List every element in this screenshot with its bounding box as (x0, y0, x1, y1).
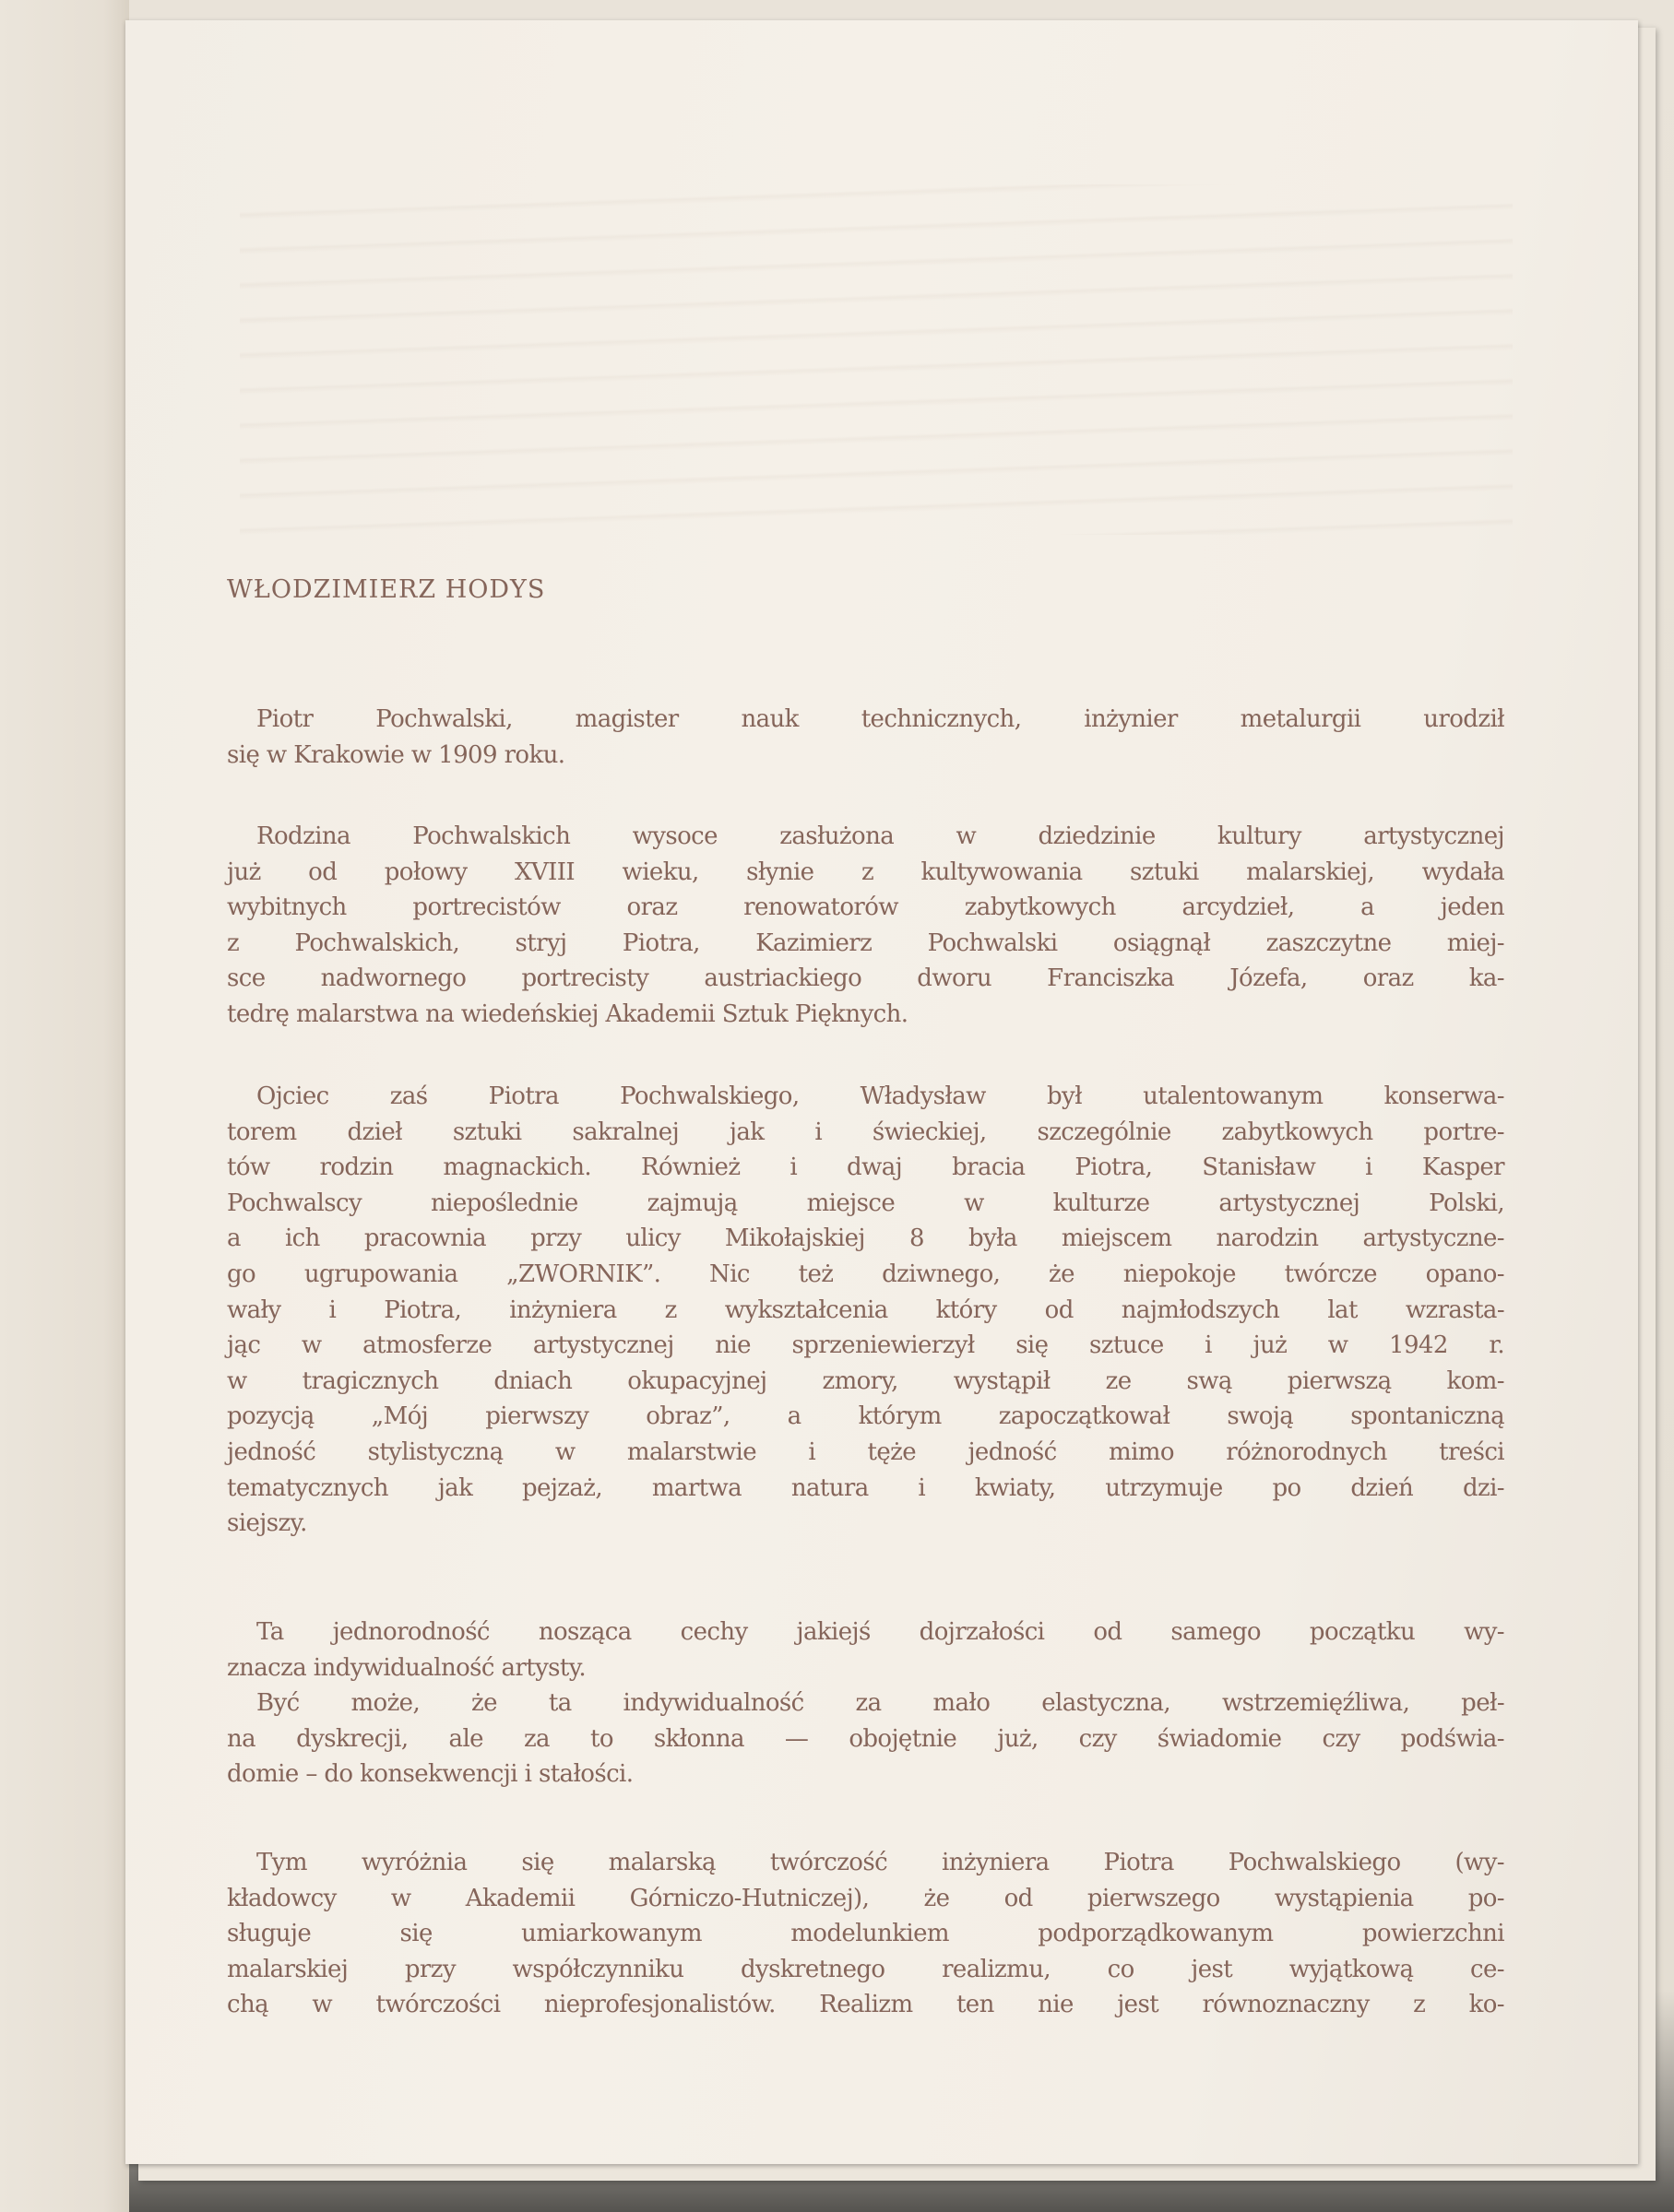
text-line: Ojciec zaś Piotra Pochwalskiego, Władysław był utalentowanym konserwa- (256, 1082, 1504, 1110)
text-line: pozycją „Mój pierwszy obraz”, a którym zapoczątkował swoją spontaniczną (227, 1402, 1504, 1431)
text-line: znacza indywidualność artysty. (227, 1653, 587, 1682)
text-line: Tym wyróżnia się malarską twórczość inżyniera Piotra Pochwalskiego (wy- (256, 1849, 1504, 1876)
text-line: siejszy. (227, 1509, 307, 1538)
text-line: już od połowy XVIII wieku, słynie z kultywowania sztuki malarskiej, wydała (227, 858, 1504, 886)
paragraph-4 (227, 1615, 1504, 1792)
text-line: sce nadwornego portrecisty austriackiego dworu Franciszka Józefa, oraz ka- (227, 964, 1504, 993)
paragraph-3 (227, 1079, 1504, 1542)
text-line: go ugrupowania „ZWORNIK”. Nic też dziwnego, że niepokoje twórcze opano- (227, 1260, 1504, 1288)
adjacent-page (0, 0, 129, 2212)
text-line: się w Krakowie w 1909 roku. (227, 740, 565, 769)
text-line: Być może, że ta indywidualność za mało elastyczna, wstrzemięźliwa, peł- (256, 1689, 1504, 1718)
text-line: sługuje się umiarkowanym modelunkiem podporządkowanym powierzchni (227, 1920, 1504, 1948)
paragraph-5 (227, 1845, 1504, 2023)
text-line: wały i Piotra, inżyniera z wykształcenia który od najmłodszych lat wzrasta- (227, 1295, 1504, 1324)
text-line: w tragicznych dniach okupacyjnej zmory, wystąpił ze swą pierwszą kom- (227, 1366, 1504, 1395)
text-line: z Pochwalskich, stryj Piotra, Kazimierz Pochwalski osiągnął zaszczytne miej- (227, 929, 1504, 957)
text-line: kładowcy w Akademii Górniczo-Hutniczej), że od pierwszego wystąpienia po- (227, 1884, 1504, 1912)
text-line: na dyskrecji, ale za to skłonna — obojętnie już, czy świadomie czy podświa- (227, 1724, 1504, 1753)
text-line: Piotr Pochwalski, magister nauk technicznych, inżynier metalurgii urodził (256, 705, 1504, 733)
text-line: malarskiej przy współczynniku dyskretnego realizmu, co jest wyjątkową ce- (227, 1955, 1504, 1983)
text-line: a ich pracownia przy ulicy Mikołajskiej 8 była miejscem narodzin artystyczne- (227, 1224, 1504, 1253)
text-line: jedność stylistyczną w malarstwie i tęże jedność mimo różnorodnych treści (227, 1437, 1504, 1466)
paragraph-2 (227, 819, 1504, 1033)
text-line: tematycznych jak pejzaż, martwa natura i kwiaty, utrzymuje po dzień dzi- (227, 1473, 1504, 1502)
paragraph-1 (227, 702, 1504, 773)
text-line: tedrę malarstwa na wiedeńskiej Akademii Sztuk Pięknych. (227, 1000, 908, 1028)
text-line: domie – do konsekwencji i stałości. (227, 1760, 634, 1789)
show-through-text (240, 184, 1513, 535)
text-line: tów rodzin magnackich. Również i dwaj bracia Piotra, Stanisław i Kasper (227, 1153, 1504, 1182)
author-heading: WŁODZIMIERZ HODYS (227, 575, 546, 604)
text-line: Rodzina Pochwalskich wysoce zasłużona w dziedzinie kultury artystycznej (256, 822, 1504, 850)
text-line: torem dzieł sztuki sakralnej jak i świeckiej, szczególnie zabytkowych portre- (227, 1118, 1504, 1146)
text-line: Pochwalscy niepoślednie zajmują miejsce w kulturze artystycznej Polski, (227, 1189, 1504, 1217)
text-line: jąc w atmosferze artystycznej nie sprzeniewierzył się sztuce i już w 1942 r. (227, 1331, 1504, 1360)
text-line: chą w twórczości nieprofesjonalistów. Realizm ten nie jest równoznaczny z ko- (227, 1991, 1504, 2019)
text-line: Ta jednorodność nosząca cechy jakiejś dojrzałości od samego początku wy- (256, 1618, 1504, 1646)
text-line: wybitnych portrecistów oraz renowatorów zabytkowych arcydzieł, a jeden (227, 893, 1504, 922)
